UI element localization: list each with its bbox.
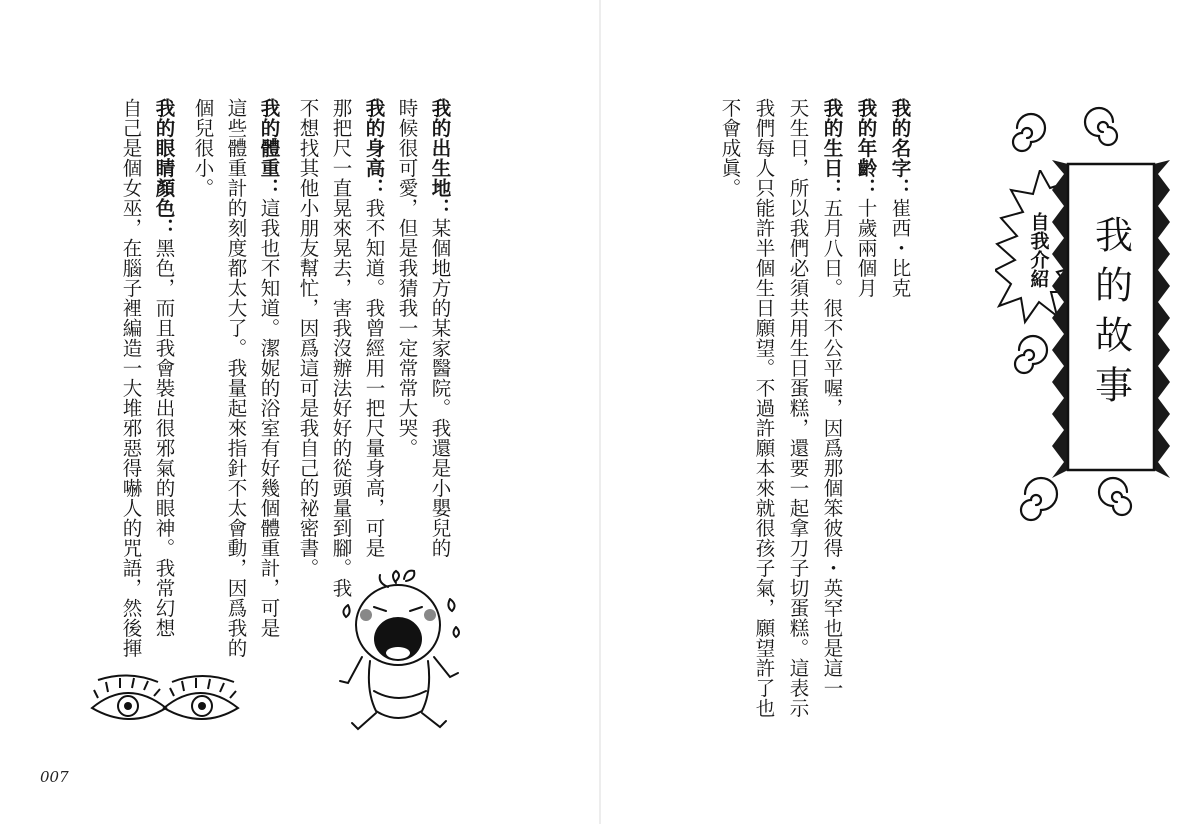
crying-baby-illustration bbox=[330, 565, 470, 745]
right-page bbox=[600, 0, 1200, 824]
text-column: 時候很可愛，但是我猜我一定常常大哭。 bbox=[395, 98, 419, 458]
text-column: 我的體重：這我也不知道。潔妮的浴室有好幾個體重計，可是 bbox=[257, 98, 281, 638]
text-column: 那把尺一直晃來晃去，害我沒辦法好好的從頭量到腳。我 bbox=[329, 98, 353, 598]
text-column: 天生日，所以我們必須共用生日蛋糕，還要一起拿刀子切蛋糕。這表示 bbox=[786, 98, 810, 718]
eye-left-icon bbox=[88, 670, 170, 730]
text-column: 自己是個女巫，在腦子裡編造一大堆邪惡得嚇人的咒語，然後揮 bbox=[119, 98, 143, 658]
eye-right-icon bbox=[160, 670, 242, 730]
page-number: 007 bbox=[40, 768, 69, 786]
text-column: 不想找其他小朋友幫忙，因爲這可是我自己的祕密書。 bbox=[296, 98, 320, 578]
text-column: 我的生日：五月八日。很不公平喔，因爲那個笨彼得・英罕也是這一 bbox=[820, 98, 844, 698]
text-column: 這些體重計的刻度都太大了。我量起來指針不太會動，因爲我的 bbox=[224, 98, 248, 658]
text-column: 個兒很小。 bbox=[191, 98, 215, 198]
text-column: 不會成眞。 bbox=[718, 98, 742, 198]
title-container bbox=[1075, 165, 1147, 465]
text-column: 我們每人只能許半個生日願望。不過許願本來就很孩子氣，願望許了也 bbox=[752, 98, 776, 718]
page-title: 我的故事 bbox=[1088, 215, 1133, 415]
text-column: 我的眼睛顏色：黑色，而且我會裝出很邪氣的眼神。我常幻想 bbox=[152, 98, 176, 638]
text-column: 我的年齡：十歲兩個月 bbox=[854, 98, 878, 298]
text-column: 我的名字：崔西・比克 bbox=[888, 98, 912, 298]
text-column: 我的身高：我不知道。我曾經用一把尺量身高，可是 bbox=[362, 98, 386, 558]
text-column: 我的出生地：某個地方的某家醫院。我還是小嬰兒的 bbox=[428, 98, 452, 558]
subtitle: 自我介紹 bbox=[1027, 212, 1050, 288]
